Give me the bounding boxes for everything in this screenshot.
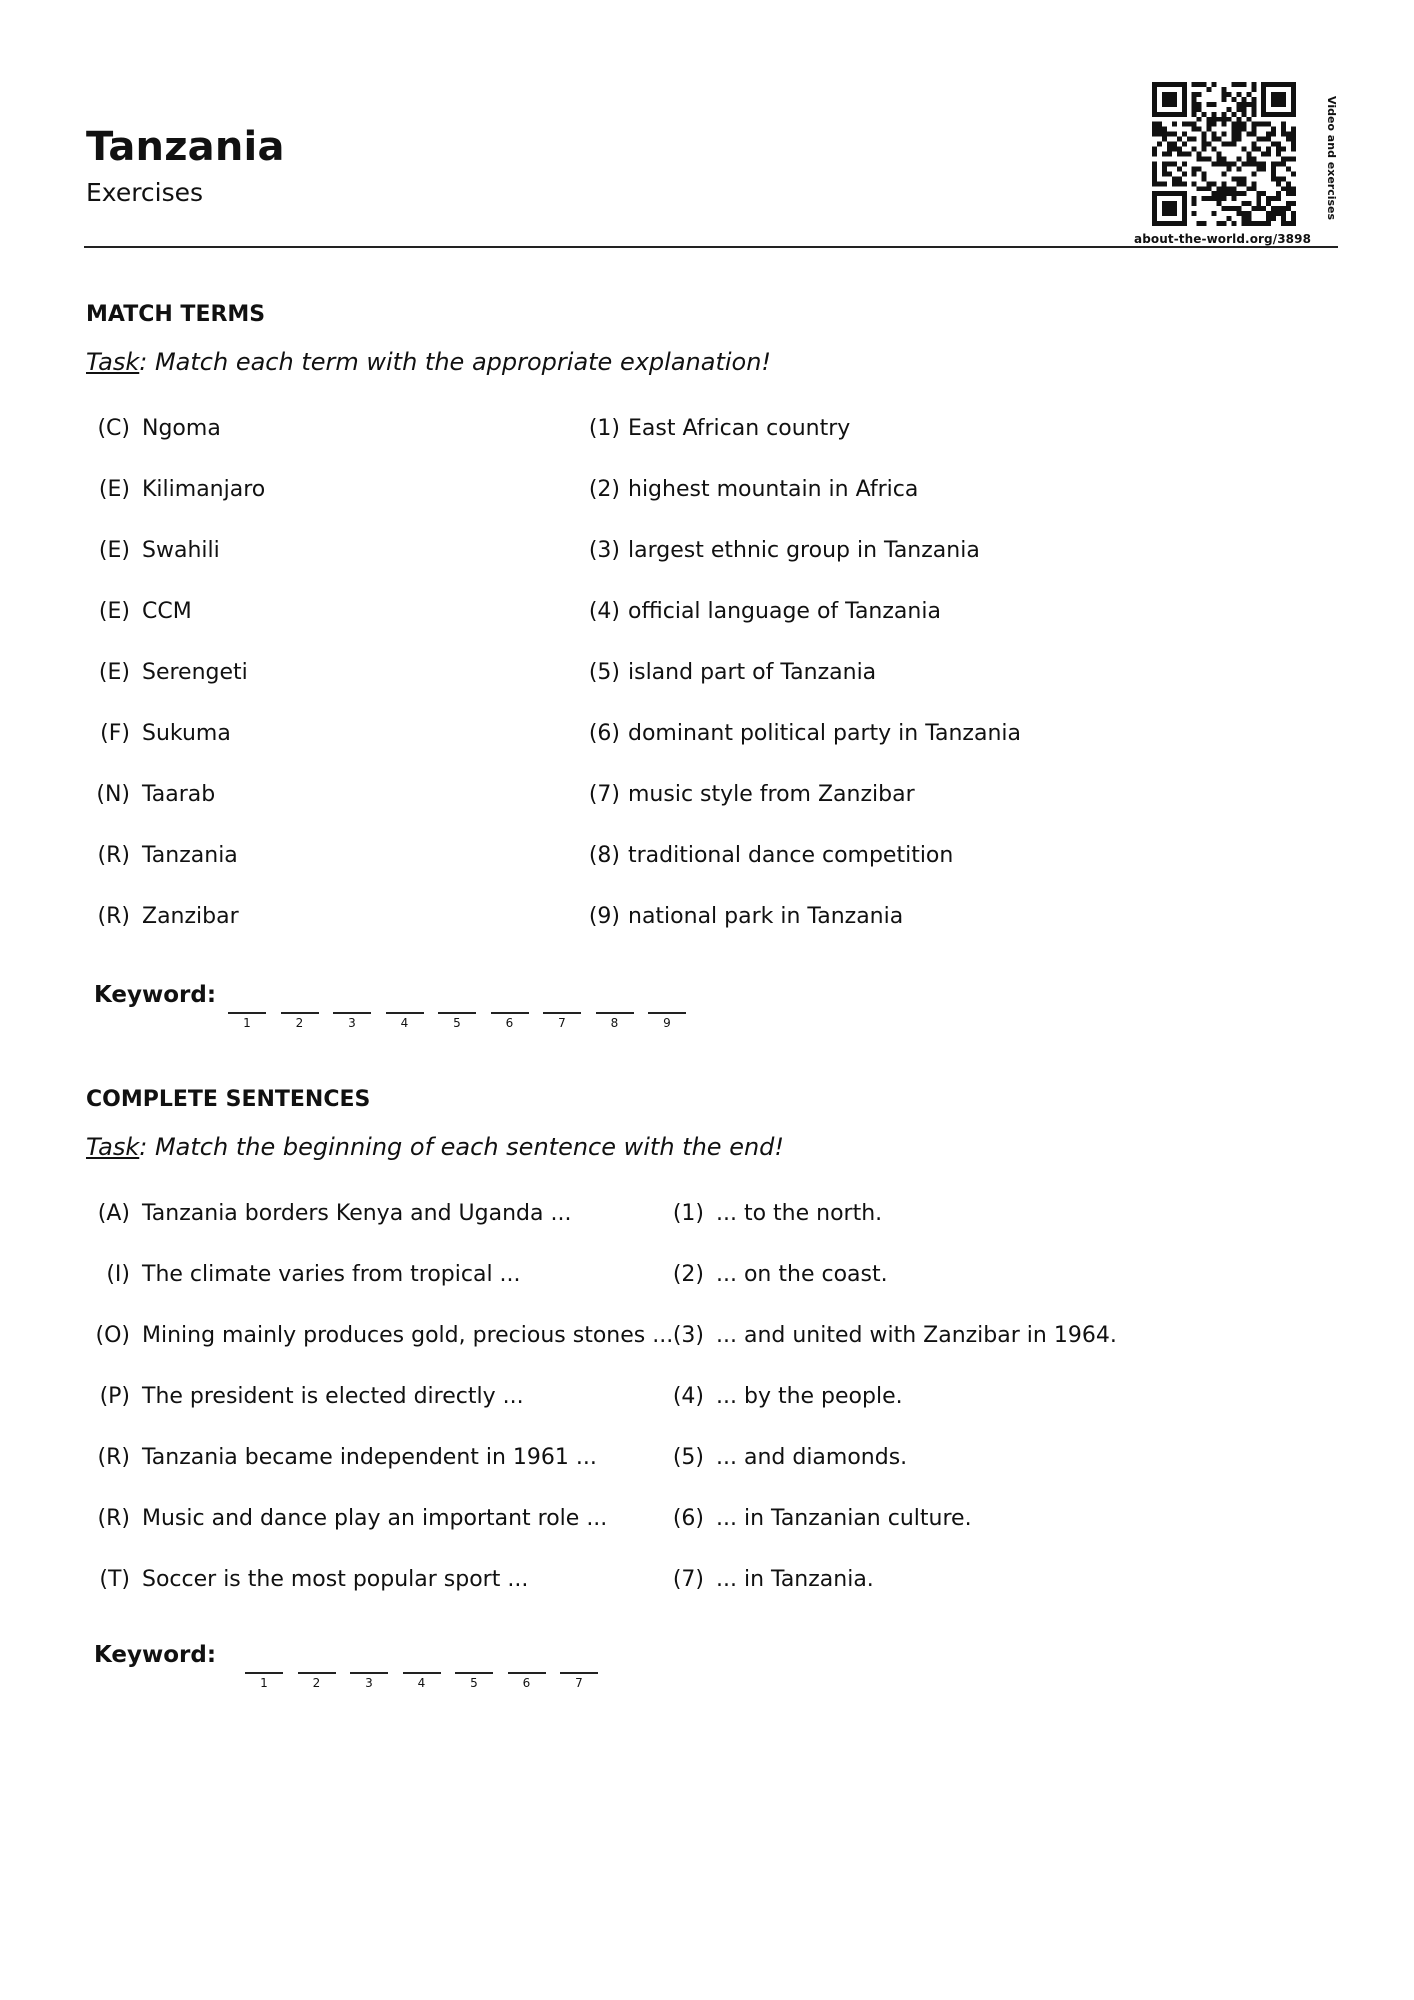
sentence-ending-code: (2) (672, 1262, 704, 1287)
keyword-blank-number: 6 (505, 1016, 514, 1030)
keyword-blank[interactable] (438, 1012, 476, 1014)
sentence-beginning-text: Tanzania became independent in 1961 ... (142, 1445, 597, 1470)
sentence-beginning-text: Music and dance play an important role ... (142, 1506, 608, 1531)
sentence-ending-text: ... in Tanzanian culture. (716, 1506, 972, 1531)
term-item (86, 904, 239, 929)
explanation-item (584, 782, 915, 807)
explanation-item-code: (5) (588, 660, 620, 685)
term-item (86, 843, 238, 868)
keyword-blank-number: 3 (365, 1676, 373, 1690)
explanation-item-text: dominant political party in Tanzania (628, 721, 1021, 746)
term-item-text: Sukuma (142, 721, 231, 746)
term-item-text: CCM (142, 599, 192, 624)
keyword-blank-number: 5 (470, 1676, 478, 1690)
sentence-ending (664, 1506, 972, 1531)
term-item-code: (N) (96, 782, 130, 807)
keyword-blank-number: 8 (610, 1016, 619, 1030)
keyword-blank-number: 4 (417, 1676, 426, 1690)
keyword-blank-number: 2 (295, 1016, 304, 1030)
sentence-beginning (86, 1445, 597, 1470)
sentence-beginning-code: (A) (97, 1201, 130, 1226)
keyword-blank[interactable] (596, 1012, 634, 1014)
qr-side-caption (1318, 96, 1338, 221)
sentence-ending (664, 1567, 874, 1592)
explanation-item-text: official language of Tanzania (628, 599, 941, 624)
explanation-item (584, 538, 980, 563)
sentence-beginning-text: The climate varies from tropical ... (142, 1262, 521, 1287)
explanation-item-text: highest mountain in Africa (628, 477, 919, 502)
term-item-code: (R) (97, 904, 130, 929)
sentence-ending-code: (1) (672, 1201, 704, 1226)
page-subtitle: Exercises (86, 178, 204, 207)
sentence-ending-text: ... by the people. (716, 1384, 903, 1409)
sentence-beginning-text: Mining mainly produces gold, precious stones ... (142, 1323, 674, 1348)
sentence-ending-code: (4) (672, 1384, 704, 1409)
explanation-item-text: largest ethnic group in Tanzania (628, 538, 980, 563)
sentence-ending-text: ... and united with Zanzibar in 1964. (716, 1323, 1117, 1348)
header-divider (84, 246, 1338, 248)
sentence-ending-text: ... in Tanzania. (716, 1567, 874, 1592)
term-item-text: Swahili (142, 538, 220, 563)
keyword-blank[interactable] (403, 1672, 441, 1674)
keyword-blank[interactable] (245, 1672, 283, 1674)
sentence-ending (664, 1323, 1117, 1348)
explanation-item (584, 477, 918, 502)
sentence-ending-text: ... to the north. (716, 1201, 883, 1226)
keyword-blank[interactable] (648, 1012, 686, 1014)
sentence-ending-code: (6) (672, 1506, 704, 1531)
sentence-ending (664, 1384, 903, 1409)
keyword-blank-number: 2 (312, 1676, 321, 1690)
term-item-text: Ngoma (142, 416, 221, 441)
keyword-blank-number: 7 (558, 1016, 566, 1030)
sentence-beginning (86, 1201, 571, 1226)
keyword-blank-number: 1 (243, 1016, 251, 1030)
sentence-beginning-code: (R) (97, 1506, 130, 1531)
sentence-ending-text: ... and diamonds. (716, 1445, 908, 1470)
keyword-blank[interactable] (281, 1012, 319, 1014)
term-item-code: (E) (98, 660, 130, 685)
sentence-beginning (86, 1262, 521, 1287)
sentence-ending (664, 1262, 888, 1287)
keyword-label-2: Keyword: (94, 1642, 217, 1668)
term-item-code: (E) (98, 599, 130, 624)
term-item (86, 660, 248, 685)
term-item-text: Serengeti (142, 660, 248, 685)
explanation-item-code: (1) (588, 416, 620, 441)
term-item (86, 782, 215, 807)
sentence-ending-code: (3) (672, 1323, 704, 1348)
keyword-blank[interactable] (350, 1672, 388, 1674)
explanation-item-code: (8) (588, 843, 620, 868)
explanation-item-code: (9) (588, 904, 620, 929)
explanation-item (584, 843, 953, 868)
explanation-item-code: (4) (588, 599, 620, 624)
keyword-blank[interactable] (543, 1012, 581, 1014)
term-item-text: Zanzibar (142, 904, 239, 929)
sentence-beginning-text: Soccer is the most popular sport ... (142, 1567, 529, 1592)
sentence-beginning (86, 1567, 528, 1592)
explanation-item (584, 599, 941, 624)
sentence-beginning (86, 1323, 673, 1348)
match-terms-heading: MATCH TERMS (86, 302, 266, 327)
sentence-beginning-code: (I) (106, 1262, 130, 1287)
explanation-item-text: island part of Tanzania (628, 660, 877, 685)
keyword-blank-number: 6 (522, 1676, 531, 1690)
keyword-blank[interactable] (491, 1012, 529, 1014)
qr-url-text: about-the-world.org/3898 (1134, 232, 1312, 246)
complete-sentences-task (86, 1133, 784, 1161)
explanation-item-code: (7) (588, 782, 620, 807)
complete-sentences-heading: COMPLETE SENTENCES (86, 1087, 371, 1112)
keyword-blank[interactable] (455, 1672, 493, 1674)
explanation-item (584, 904, 903, 929)
task-instruction: : Match each term with the appropriate explanation! (139, 348, 772, 376)
keyword-blank-number: 3 (348, 1016, 356, 1030)
explanation-item-text: national park in Tanzania (628, 904, 904, 929)
explanation-item-code: (6) (588, 721, 620, 746)
explanation-item-code: (3) (588, 538, 620, 563)
term-item-text: Tanzania (142, 843, 238, 868)
page-title: Tanzania (86, 124, 285, 170)
explanation-item-text: East African country (628, 416, 851, 441)
sentence-beginning (86, 1384, 524, 1409)
term-item (86, 599, 192, 624)
task-label: Task (86, 348, 140, 376)
keyword-blank-number: 1 (260, 1676, 268, 1690)
task-instruction: : Match the beginning of each sentence with the end! (139, 1133, 785, 1161)
sentence-ending (664, 1445, 907, 1470)
sentence-beginning-code: (R) (97, 1445, 130, 1470)
sentence-ending-text: ... on the coast. (716, 1262, 888, 1287)
keyword-blank-number: 7 (575, 1676, 583, 1690)
keyword-blank[interactable] (560, 1672, 598, 1674)
term-item (86, 416, 221, 441)
qr-side-text: Video and exercises (1325, 96, 1338, 221)
qr-code-icon (1152, 82, 1296, 226)
sentence-beginning-text: Tanzania borders Kenya and Uganda ... (142, 1201, 572, 1226)
keyword-blank[interactable] (298, 1672, 336, 1674)
sentence-ending-code: (5) (672, 1445, 704, 1470)
term-item-text: Kilimanjaro (142, 477, 266, 502)
explanation-item (584, 416, 850, 441)
explanation-item-text: traditional dance competition (628, 843, 954, 868)
keyword-blank[interactable] (508, 1672, 546, 1674)
explanation-item-text: music style from Zanzibar (628, 782, 915, 807)
sentence-ending (664, 1201, 882, 1226)
match-terms-task (86, 348, 771, 376)
keyword-blank[interactable] (228, 1012, 266, 1014)
term-item-text: Taarab (142, 782, 216, 807)
term-item-code: (C) (97, 416, 130, 441)
keyword-blank-number: 5 (453, 1016, 461, 1030)
term-item-code: (R) (97, 843, 130, 868)
task-label: Task (86, 1133, 140, 1161)
explanation-item-code: (2) (588, 477, 620, 502)
term-item-code: (E) (98, 477, 130, 502)
keyword-blank[interactable] (333, 1012, 371, 1014)
term-item-code: (F) (100, 721, 130, 746)
term-item (86, 477, 265, 502)
sentence-beginning-code: (P) (99, 1384, 130, 1409)
keyword-blank-number: 9 (663, 1016, 671, 1030)
explanation-item (584, 660, 876, 685)
term-item (86, 538, 220, 563)
explanation-item (584, 721, 1021, 746)
keyword-blank-number: 4 (400, 1016, 409, 1030)
term-item-code: (E) (98, 538, 130, 563)
sentence-beginning-text: The president is elected directly ... (142, 1384, 524, 1409)
term-item (86, 721, 231, 746)
sentence-beginning (86, 1506, 607, 1531)
sentence-beginning-code: (O) (95, 1323, 130, 1348)
sentence-beginning-code: (T) (99, 1567, 130, 1592)
keyword-blank[interactable] (386, 1012, 424, 1014)
sentence-ending-code: (7) (672, 1567, 704, 1592)
keyword-label-1: Keyword: (94, 982, 217, 1008)
